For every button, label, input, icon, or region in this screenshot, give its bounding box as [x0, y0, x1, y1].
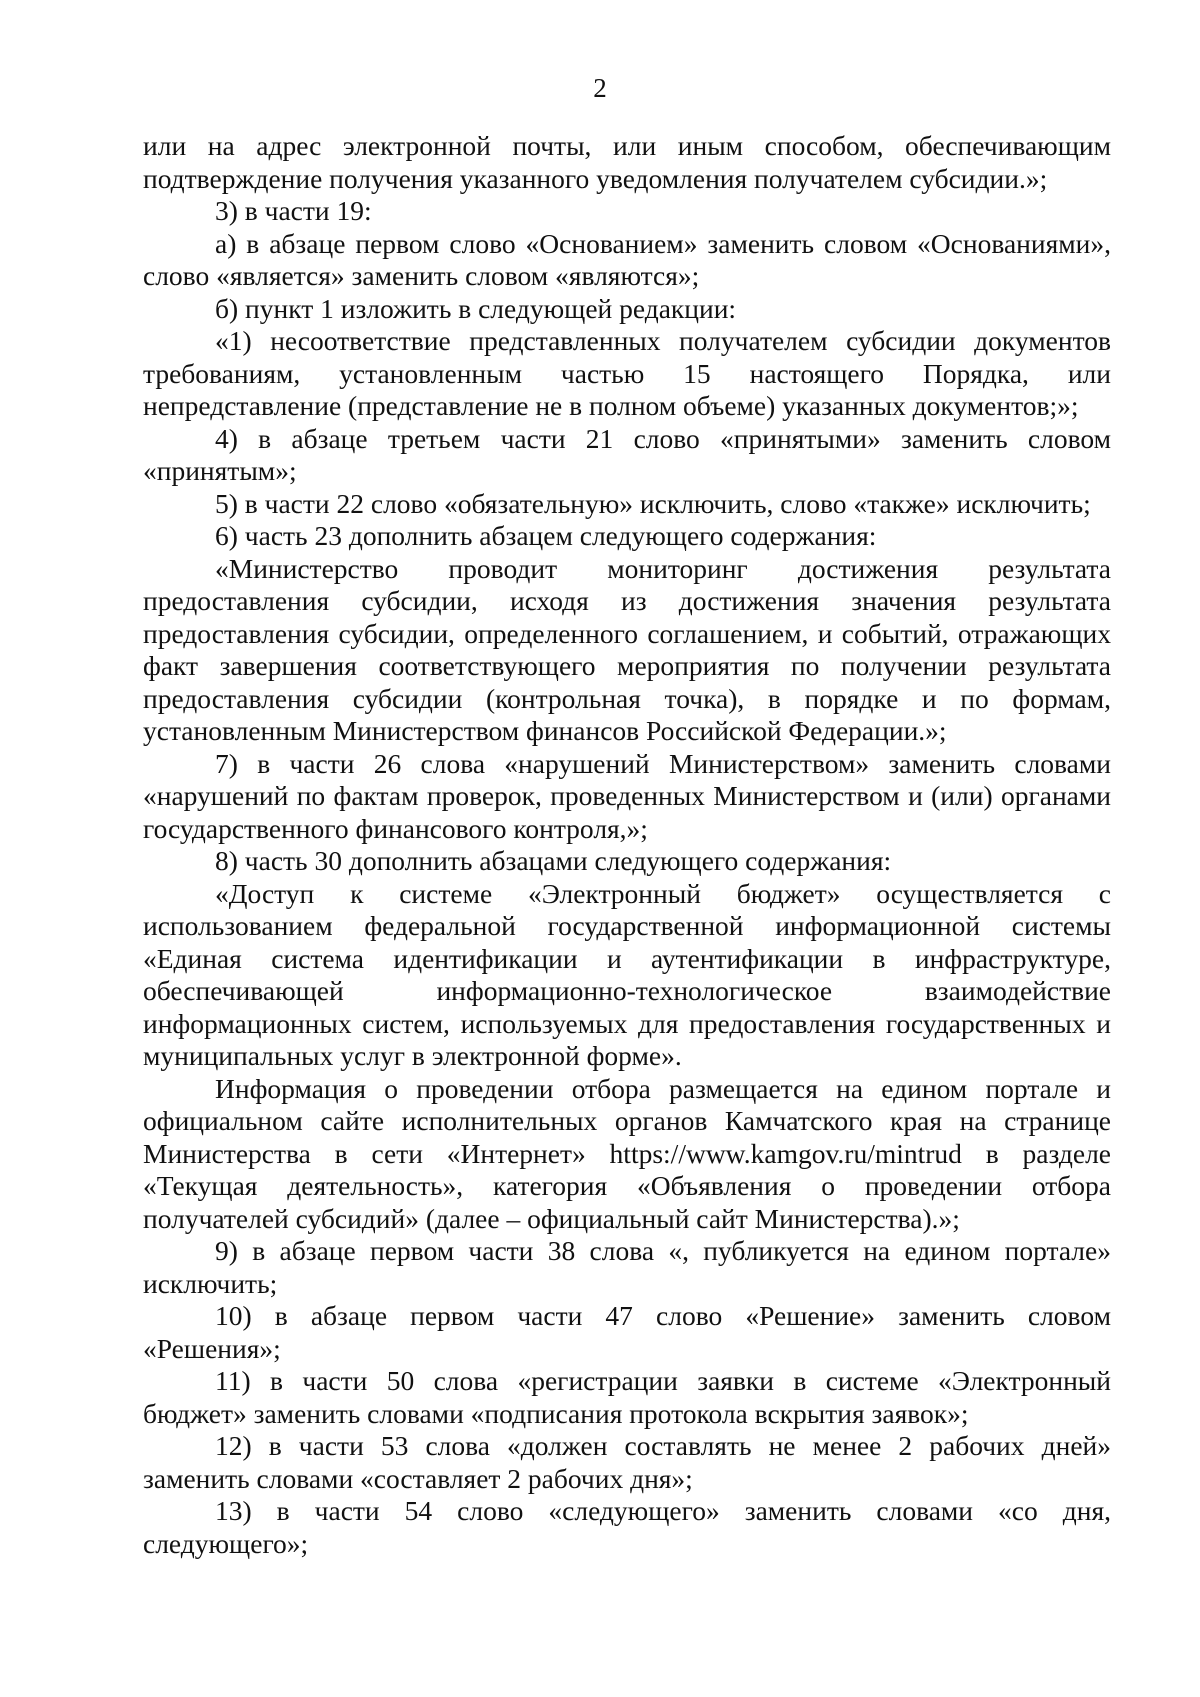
paragraph-line: информационных систем, используемых для предоставления государственных и — [143, 1007, 1111, 1039]
paragraph-line: исключить; — [143, 1267, 278, 1299]
paragraph-line: установленным Министерством финансов Российской Федерации.»; — [143, 715, 947, 746]
paragraph-line: «1) несоответствие представленных получателем субсидии документов — [215, 325, 1111, 356]
paragraph-line: 12) в части 53 слова «должен составлять не менее 2 рабочих дней» — [215, 1430, 1111, 1461]
paragraph-line: муниципальных услуг в электронной форме». — [143, 1040, 682, 1071]
paragraph-line: 6) часть 23 дополнить абзацем следующего содержания: — [215, 520, 877, 551]
paragraph-line: 13) в части 54 слово «следующего» заменить словами «со дня, — [215, 1495, 1111, 1526]
paragraph-line: или на адрес электронной почты, или иным способом, обеспечивающим — [143, 130, 1111, 161]
paragraph-line: требованиям, установленным частью 15 настоящего Порядка, или — [143, 357, 1111, 389]
paragraph-line: обеспечивающей информационно-технологическое взаимодействие — [143, 975, 1111, 1006]
paragraph-line: «Единая система идентификации и аутентификации в инфраструктуре, — [143, 942, 1111, 974]
paragraph — [143, 1073, 1111, 1236]
paragraph — [143, 228, 1111, 293]
paragraph-line: факт завершения соответствующего мероприятия по получении результата — [143, 650, 1111, 681]
paragraph-line: предоставления субсидии, определенного соглашением, и событий, отражающих — [143, 617, 1111, 649]
paragraph — [143, 878, 1111, 1073]
paragraph-line: Информация о проведении отбора размещается на едином портале и — [215, 1072, 1111, 1104]
paragraph-line: использованием федеральной государственной информационной системы — [143, 910, 1111, 941]
paragraph-line: 5) в части 22 слово «обязательную» исключить, слово «также» исключить; — [215, 487, 1091, 519]
paragraph — [143, 293, 1111, 326]
paragraph-line: «Доступ к системе «Электронный бюджет» осуществляется с — [215, 877, 1111, 909]
paragraph — [143, 520, 1111, 553]
paragraph-line: 7) в части 26 слова «нарушений Министерством» заменить словами — [215, 747, 1111, 779]
paragraph — [143, 748, 1111, 846]
paragraph — [143, 325, 1111, 423]
paragraph-line: «нарушений по фактам проверок, проведенных Министерством и (или) органами — [143, 780, 1111, 811]
paragraph-line: а) в абзаце первом слово «Основанием» заменить словом «Основаниями», — [215, 227, 1111, 259]
paragraph-line: слово «является» заменить словом «являются»; — [143, 260, 700, 291]
paragraph-line: подтверждение получения указанного уведомления получателем субсидии.»; — [143, 162, 1048, 194]
paragraph — [143, 488, 1111, 521]
paragraph-line: непредставление (представление не в полном объеме) указанных документов;»; — [143, 390, 1079, 421]
document-body — [143, 130, 1111, 1560]
paragraph — [143, 553, 1111, 748]
paragraph-line: 9) в абзаце первом части 38 слова «, публикуется на едином портале» — [215, 1235, 1111, 1266]
paragraph-line: следующего»; — [143, 1527, 309, 1559]
paragraph-line: 8) часть 30 дополнить абзацами следующего содержания: — [215, 845, 892, 876]
paragraph-line: 10) в абзаце первом части 47 слово «Решение» заменить словом — [215, 1300, 1111, 1331]
paragraph-line: Министерства в сети «Интернет» https://www.kamgov.ru/mintrud в разделе — [143, 1137, 1111, 1169]
paragraph-line: «Министерство проводит мониторинг достижения результата — [215, 552, 1111, 584]
paragraph-line: предоставления субсидии (контрольная точка), в порядке и по формам, — [143, 682, 1111, 714]
paragraph — [143, 845, 1111, 878]
paragraph — [143, 1495, 1111, 1560]
paragraph-line: официальном сайте исполнительных органов Камчатского края на странице — [143, 1105, 1111, 1136]
paragraph — [143, 423, 1111, 488]
paragraph-line: 3) в части 19: — [215, 195, 372, 226]
paragraph-line: «принятым»; — [143, 455, 297, 486]
paragraph — [143, 1235, 1111, 1300]
paragraph-line: б) пункт 1 изложить в следующей редакции: — [215, 292, 737, 324]
paragraph-line: 11) в части 50 слова «регистрации заявки в системе «Электронный — [215, 1365, 1111, 1396]
paragraph-line: 4) в абзаце третьем части 21 слово «принятыми» заменить словом — [215, 422, 1111, 454]
paragraph-line: «Решения»; — [143, 1332, 281, 1364]
paragraph-line: получателей субсидий» (далее – официальный сайт Министерства).»; — [143, 1202, 960, 1234]
paragraph — [143, 1300, 1111, 1365]
paragraph-line: предоставления субсидии, исходя из достижения значения результата — [143, 585, 1111, 616]
paragraph — [143, 195, 1111, 228]
paragraph — [143, 1365, 1111, 1430]
paragraph-line: государственного финансового контроля,»; — [143, 812, 648, 844]
paragraph-line: заменить словами «составляет 2 рабочих дня»; — [143, 1462, 693, 1494]
paragraph-line: бюджет» заменить словами «подписания протокола вскрытия заявок»; — [143, 1397, 969, 1429]
paragraph-line: «Текущая деятельность», категория «Объявления о проведении отбора — [143, 1170, 1111, 1201]
page-number: 2 — [593, 73, 607, 103]
paragraph — [143, 1430, 1111, 1495]
paragraph — [143, 130, 1111, 195]
